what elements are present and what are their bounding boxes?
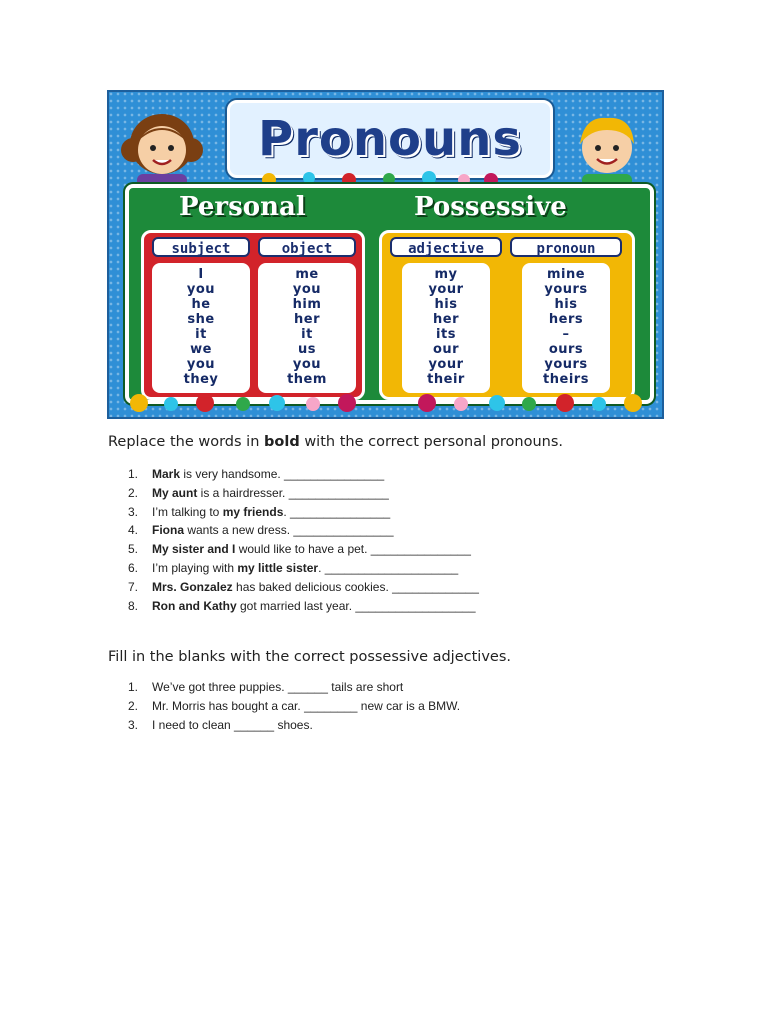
pronoun-word: yours xyxy=(544,357,588,372)
pronoun-word: it xyxy=(301,327,313,342)
item-number: 5. xyxy=(128,542,139,557)
pronoun-board xyxy=(125,184,654,404)
exercise1-heading xyxy=(108,434,563,450)
pronoun-word: she xyxy=(187,312,215,327)
heading-text: Replace the words in xyxy=(108,434,265,450)
bold-phrase: my little sister xyxy=(237,560,319,575)
item-text: got married last year. __________________ xyxy=(236,598,476,613)
list-item xyxy=(128,716,460,735)
list-item xyxy=(128,578,479,597)
pronoun-word: him xyxy=(292,297,322,312)
possessive-panel xyxy=(379,230,635,400)
item-text: We’ve got three puppies. ______ tails are short xyxy=(152,680,404,694)
pronoun-word: her xyxy=(433,312,459,327)
pronoun-word: me xyxy=(295,267,319,282)
item-text: I’m playing with xyxy=(152,560,238,575)
girl-illustration xyxy=(117,102,207,192)
item-number: 2. xyxy=(128,485,139,500)
item-number: 3. xyxy=(128,504,139,519)
item-number: 1. xyxy=(128,467,139,481)
item-text: is very handsome. _______________ xyxy=(180,467,385,481)
pronoun-word: his xyxy=(434,297,458,312)
pronoun-word: they xyxy=(183,372,219,387)
pronoun-column xyxy=(510,237,622,393)
pronoun-word: your xyxy=(428,282,464,297)
bold-phrase: Mark xyxy=(152,467,181,481)
pronoun-word: mine xyxy=(546,267,586,282)
pronoun-word: its xyxy=(436,327,456,342)
personal-panel xyxy=(141,230,365,400)
bold-phrase: My aunt xyxy=(152,485,198,500)
boy-illustration xyxy=(562,102,652,192)
poster-title: Pronouns xyxy=(258,111,522,167)
item-text: wants a new dress. _______________ xyxy=(184,523,394,538)
pronoun-word: ours xyxy=(548,342,584,357)
pronoun-word: my xyxy=(434,267,458,282)
column-header: subject xyxy=(152,237,250,257)
pronoun-word: we xyxy=(190,342,212,357)
item-text: Mr. Morris has bought a car. ________ new car is a BMW. xyxy=(152,698,461,713)
list-item xyxy=(128,521,479,540)
heading-text: with the correct personal pronouns. xyxy=(299,434,564,450)
item-text: . ____________________ xyxy=(318,560,459,575)
item-text: . _______________ xyxy=(283,504,391,519)
exercise2-heading: Fill in the blanks with the correct possessive adjectives. xyxy=(108,649,511,665)
list-item xyxy=(128,503,479,522)
item-number: 2. xyxy=(128,698,139,713)
adjective-column xyxy=(390,237,502,393)
item-number: 3. xyxy=(128,717,139,732)
poster-title-banner xyxy=(227,100,553,178)
pronoun-word: you xyxy=(186,357,216,372)
pronoun-word: I xyxy=(198,267,204,282)
subject-column xyxy=(152,237,250,393)
exercise1-list xyxy=(128,465,479,615)
bold-phrase: Ron and Kathy xyxy=(152,598,237,613)
possessive-heading: Possessive xyxy=(414,192,567,222)
list-item xyxy=(128,484,479,503)
item-number: 1. xyxy=(128,680,139,694)
item-text: is a hairdresser. _______________ xyxy=(197,485,389,500)
pronoun-word: hers xyxy=(548,312,584,327)
pronoun-word: – xyxy=(562,327,570,342)
column-header: object xyxy=(258,237,356,257)
pronoun-word: it xyxy=(195,327,207,342)
column-words xyxy=(152,263,250,393)
item-text: would like to have a pet. _______________ xyxy=(235,542,471,557)
pronoun-word: his xyxy=(554,297,578,312)
item-number: 7. xyxy=(128,579,139,594)
pronoun-word: them xyxy=(287,372,327,387)
personal-heading: Personal xyxy=(179,192,306,222)
pronoun-word: you xyxy=(186,282,216,297)
item-text: I need to clean ______ shoes. xyxy=(152,717,313,732)
column-words xyxy=(522,263,610,393)
list-item xyxy=(128,597,479,616)
column-header: adjective xyxy=(390,237,502,257)
pronoun-word: us xyxy=(298,342,316,357)
flower-decoration xyxy=(109,391,662,415)
pronoun-word: you xyxy=(292,282,322,297)
bold-phrase: Mrs. Gonzalez xyxy=(152,579,233,594)
item-number: 6. xyxy=(128,560,139,575)
pronoun-word: yours xyxy=(544,282,588,297)
object-column xyxy=(258,237,356,393)
column-words xyxy=(402,263,490,393)
bold-phrase: My sister and I xyxy=(152,542,236,557)
list-item xyxy=(128,559,479,578)
item-text: has baked delicious cookies. _____________ xyxy=(232,579,479,594)
list-item xyxy=(128,465,479,484)
item-text: I’m talking to xyxy=(152,504,223,519)
column-header: pronoun xyxy=(510,237,622,257)
pronoun-word: he xyxy=(191,297,211,312)
bold-phrase: Fiona xyxy=(152,523,184,538)
item-number: 4. xyxy=(128,523,139,538)
pronoun-word: theirs xyxy=(543,372,589,387)
pronoun-word: our xyxy=(432,342,460,357)
bold-phrase: my friends xyxy=(222,504,284,519)
pronouns-poster xyxy=(107,90,664,419)
heading-bold-word: bold xyxy=(264,434,300,450)
pronoun-word: your xyxy=(428,357,464,372)
exercise2-list xyxy=(128,678,460,734)
column-words xyxy=(258,263,356,393)
pronoun-word: their xyxy=(427,372,465,387)
list-item xyxy=(128,540,479,559)
list-item xyxy=(128,678,460,697)
item-number: 8. xyxy=(128,598,139,613)
pronoun-word: you xyxy=(292,357,322,372)
list-item xyxy=(128,697,460,716)
pronoun-word: her xyxy=(294,312,320,327)
